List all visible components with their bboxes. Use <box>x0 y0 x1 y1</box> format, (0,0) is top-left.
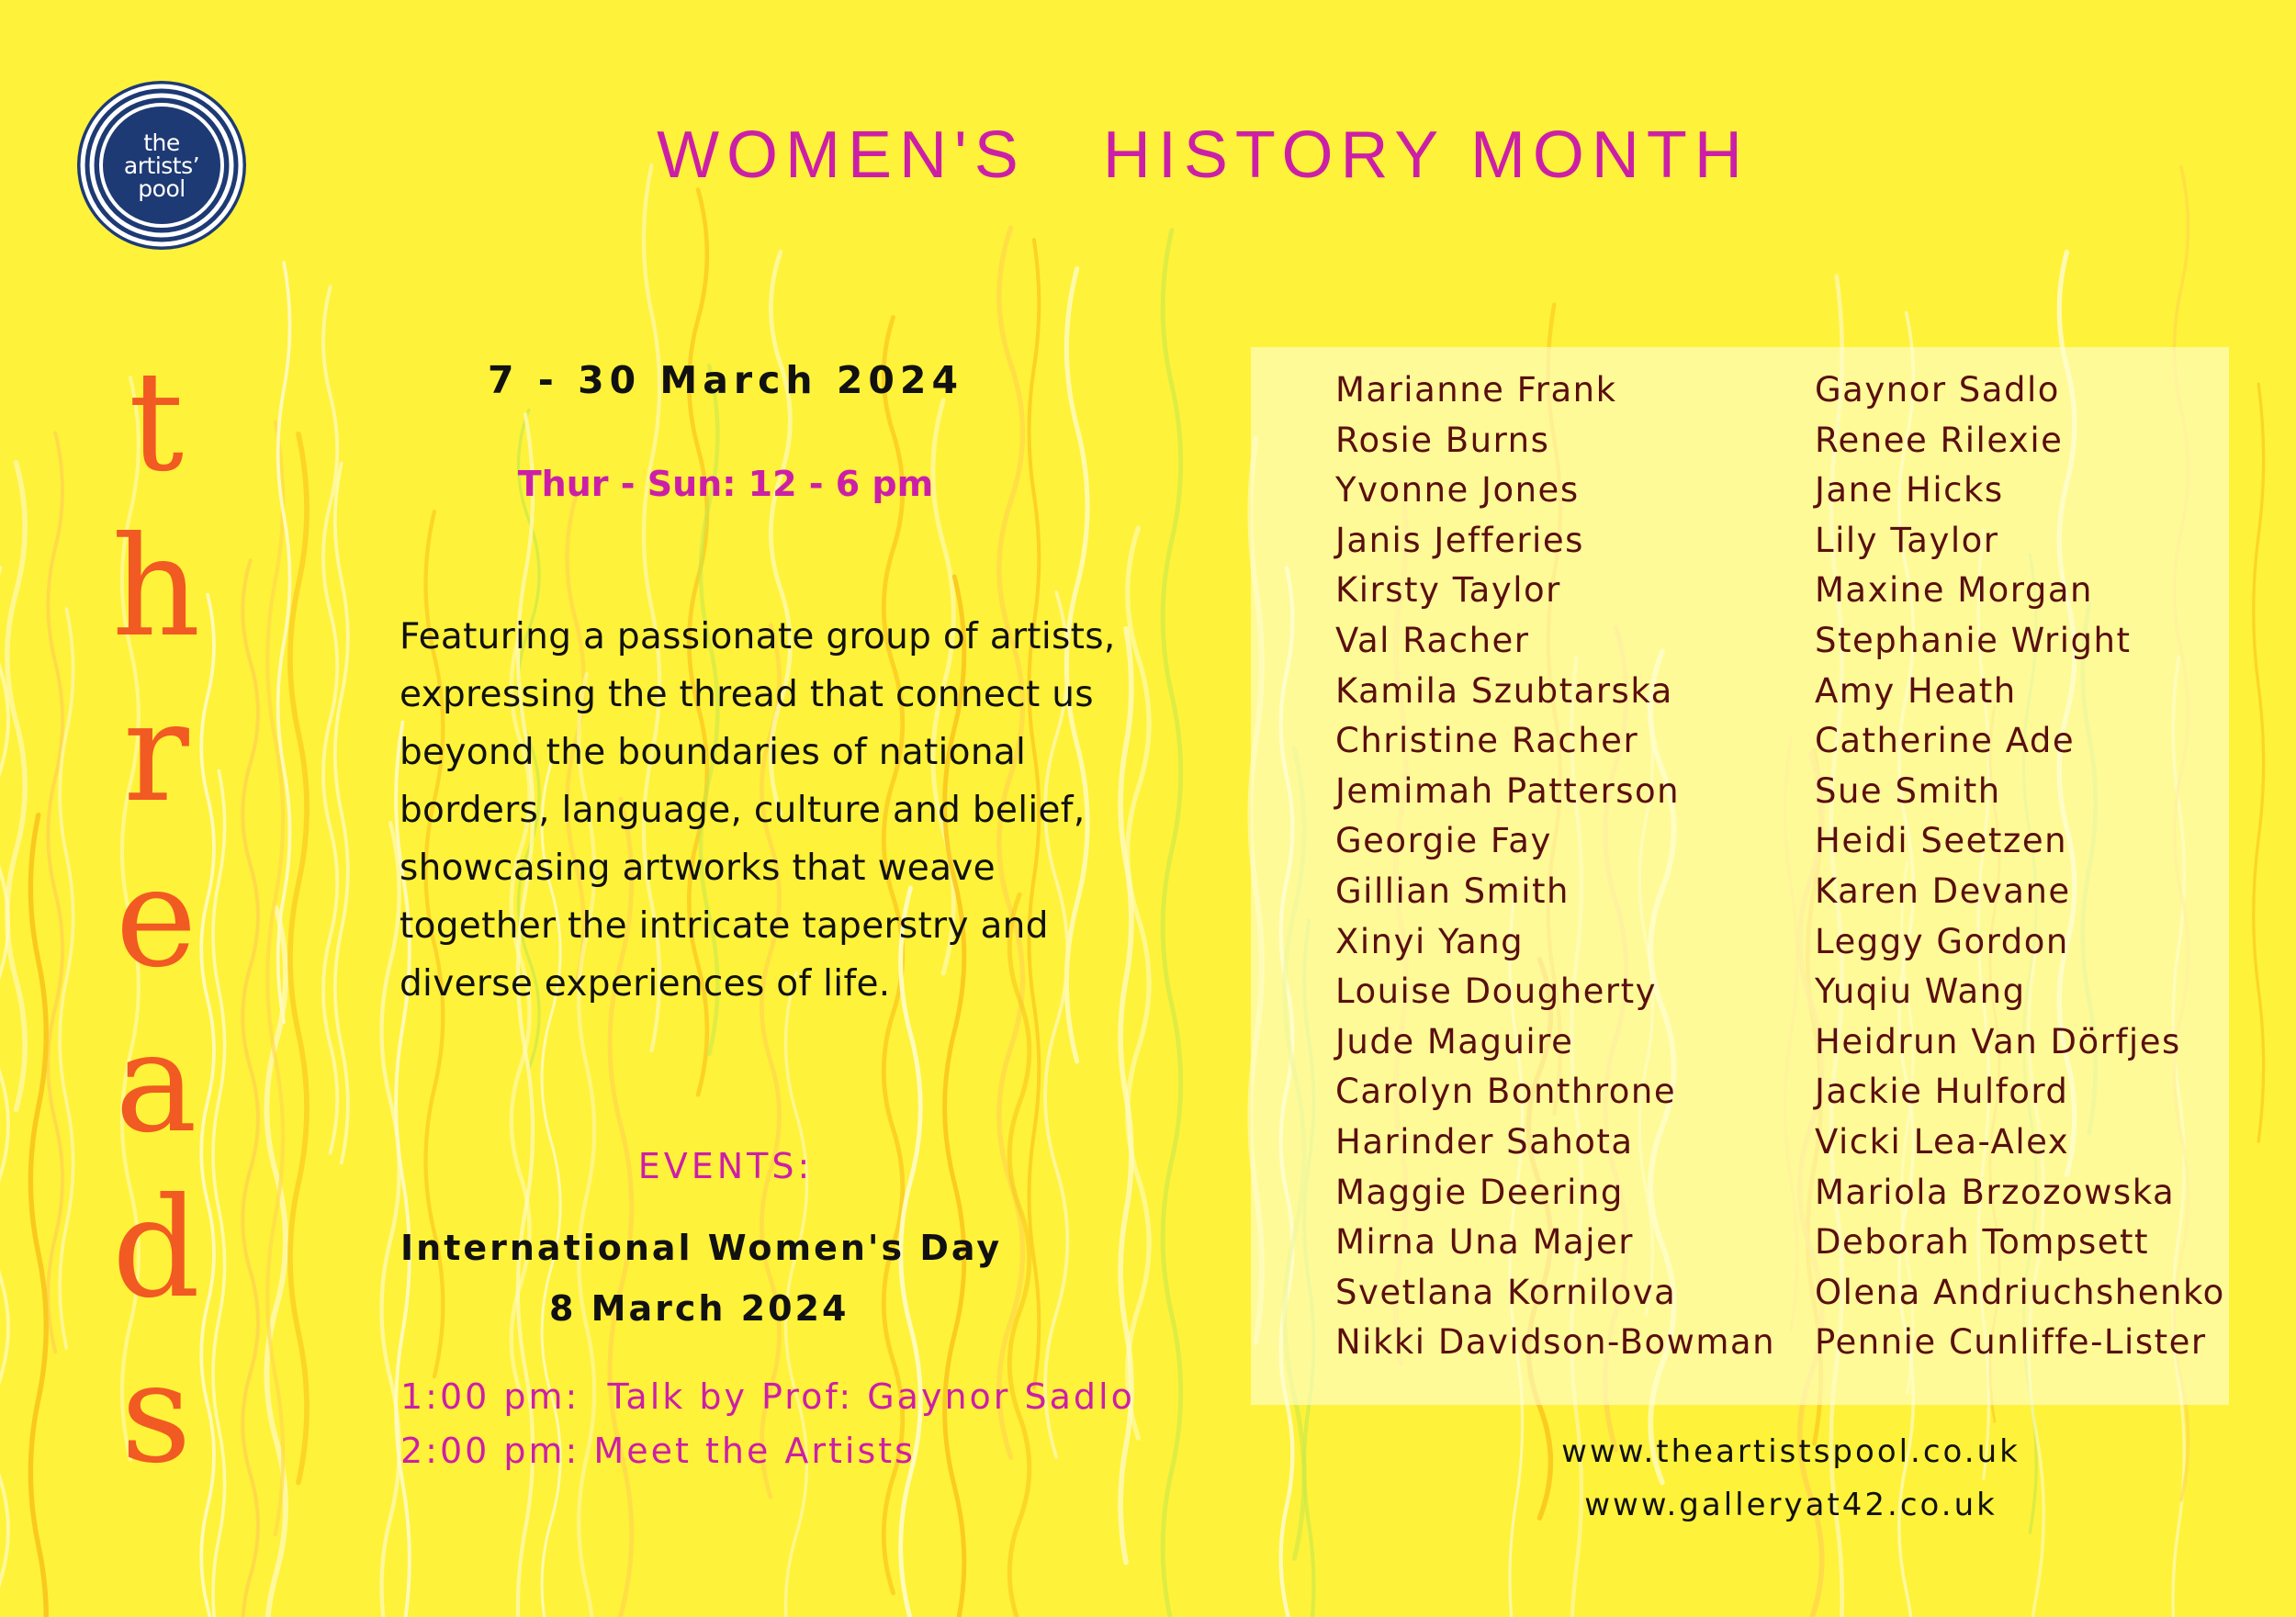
thread-wave <box>323 286 337 1152</box>
artist-name: Gillian Smith <box>1335 870 1570 911</box>
artist-name: Gaynor Sadlo <box>1815 370 2060 410</box>
artist-name: Renee Rilexie <box>1815 420 2064 460</box>
description <box>400 608 1153 1013</box>
artist-name: Vicki Lea-Alex <box>1815 1121 2070 1162</box>
description-line: beyond the boundaries of national <box>400 732 1027 773</box>
artist-name: Sue Smith <box>1815 770 2001 811</box>
artists-column-1 <box>1335 365 1775 1368</box>
website-link-gallery[interactable]: www.galleryat42.co.uk <box>1584 1487 1998 1523</box>
artist-name: Carolyn Bonthrone <box>1335 1072 1677 1112</box>
opening-hours: Thur - Sun: 12 - 6 pm <box>517 464 934 504</box>
description-line: showcasing artworks that weave <box>400 848 996 889</box>
artists-panel <box>1251 347 2229 1405</box>
artist-name: Val Racher <box>1335 620 1530 660</box>
artist-name: Olena Andriuchshenko <box>1815 1272 2225 1312</box>
artist-name: Mariola Brzozowska <box>1815 1172 2176 1212</box>
schedule-item-meet: 2:00 pm: Meet the Artists <box>400 1431 916 1471</box>
artist-name: Stephanie Wright <box>1815 620 2132 660</box>
artist-name: Maggie Deering <box>1335 1172 1624 1212</box>
artist-name: Jemimah Patterson <box>1335 770 1681 811</box>
event-schedule <box>400 1370 1135 1478</box>
websites <box>1433 1425 2149 1532</box>
artist-name: Xinyi Yang <box>1335 921 1525 961</box>
letter-s: s <box>120 1334 192 1494</box>
artist-name: Pennie Cunliffe-Lister <box>1815 1322 2207 1363</box>
letter-d: d <box>111 1169 201 1329</box>
artists-column-2 <box>1815 365 2225 1368</box>
artist-name: Maxine Morgan <box>1815 570 2093 611</box>
thread-wave <box>2254 384 2264 1141</box>
threads-vertical-word <box>92 340 220 1497</box>
artist-name: Karen Devane <box>1815 870 2071 911</box>
artist-name: Jane Hicks <box>1815 470 2004 511</box>
artist-name: Rosie Burns <box>1335 420 1550 460</box>
thread-wave <box>267 422 283 1535</box>
thread-wave <box>0 568 8 1617</box>
logo-line-2: artists’ <box>123 152 200 179</box>
artist-name: Harinder Sahota <box>1335 1121 1634 1162</box>
description-line: borders, language, culture and belief, <box>400 790 1086 831</box>
artist-name: Leggy Gordon <box>1815 921 2069 961</box>
logo-line-3: pool <box>138 174 186 202</box>
page-title: WOMEN'S HISTORY MONTH <box>657 118 1750 192</box>
letter-a: a <box>115 1004 197 1163</box>
artist-name: Janis Jefferies <box>1335 520 1584 560</box>
artist-name: Yuqiu Wang <box>1815 971 2026 1012</box>
artist-name: Heidrun Van Dörfjes <box>1815 1021 2181 1061</box>
artist-name: Deborah Tompsett <box>1815 1222 2150 1263</box>
artist-name: Amy Heath <box>1815 670 2017 711</box>
thread-wave <box>335 463 348 1162</box>
letter-e: e <box>115 838 197 998</box>
artist-name: Catherine Ade <box>1815 721 2076 761</box>
artist-name: Marianne Frank <box>1335 370 1617 410</box>
description-line: Featuring a passionate group of artists, <box>400 616 1116 657</box>
thread-wave <box>242 560 258 1617</box>
schedule-item-talk: 1:00 pm: Talk by Prof: Gaynor Sadlo <box>400 1376 1135 1417</box>
artist-name: Lily Taylor <box>1815 520 1999 560</box>
artist-name: Svetlana Kornilova <box>1335 1272 1677 1312</box>
artist-name: Kamila Szubtarska <box>1335 670 1673 711</box>
artist-name: Louise Dougherty <box>1335 971 1658 1012</box>
events-heading: EVENTS: <box>637 1146 814 1186</box>
thread-wave <box>48 432 62 1352</box>
thread-wave <box>382 823 400 1617</box>
artist-name: Kirsty Taylor <box>1335 570 1561 611</box>
artist-name: Yvonne Jones <box>1335 470 1580 511</box>
artist-name: Heidi Seetzen <box>1815 821 2068 861</box>
artist-name: Nikki Davidson-Bowman <box>1335 1322 1776 1363</box>
website-link-artistspool[interactable]: www.theartistspool.co.uk <box>1561 1433 2020 1470</box>
artist-name: Jackie Hulford <box>1815 1072 2069 1112</box>
description-line: expressing the thread that connect us <box>400 674 1094 715</box>
logo-line-1: the <box>143 129 180 156</box>
letter-t: t <box>128 342 185 502</box>
event-title: International Women's Day <box>400 1228 1003 1268</box>
thread-wave <box>30 815 46 1617</box>
exhibition-dates: 7 - 30 March 2024 <box>488 358 963 402</box>
description-line: together the intricate taperstry and <box>400 905 1049 947</box>
thread-wave <box>1163 230 1181 1617</box>
letter-r: r <box>123 673 189 833</box>
artist-name: Mirna Una Majer <box>1335 1222 1634 1263</box>
description-line: diverse experiences of life. <box>400 963 891 1005</box>
artist-name: Jude Maguire <box>1335 1021 1574 1061</box>
thread-wave <box>290 434 307 1483</box>
event-date: 8 March 2024 <box>549 1288 850 1329</box>
artist-name: Georgie Fay <box>1335 821 1552 861</box>
thread-wave <box>7 463 25 1110</box>
letter-h: h <box>111 508 201 668</box>
artist-name: Christine Racher <box>1335 721 1639 761</box>
